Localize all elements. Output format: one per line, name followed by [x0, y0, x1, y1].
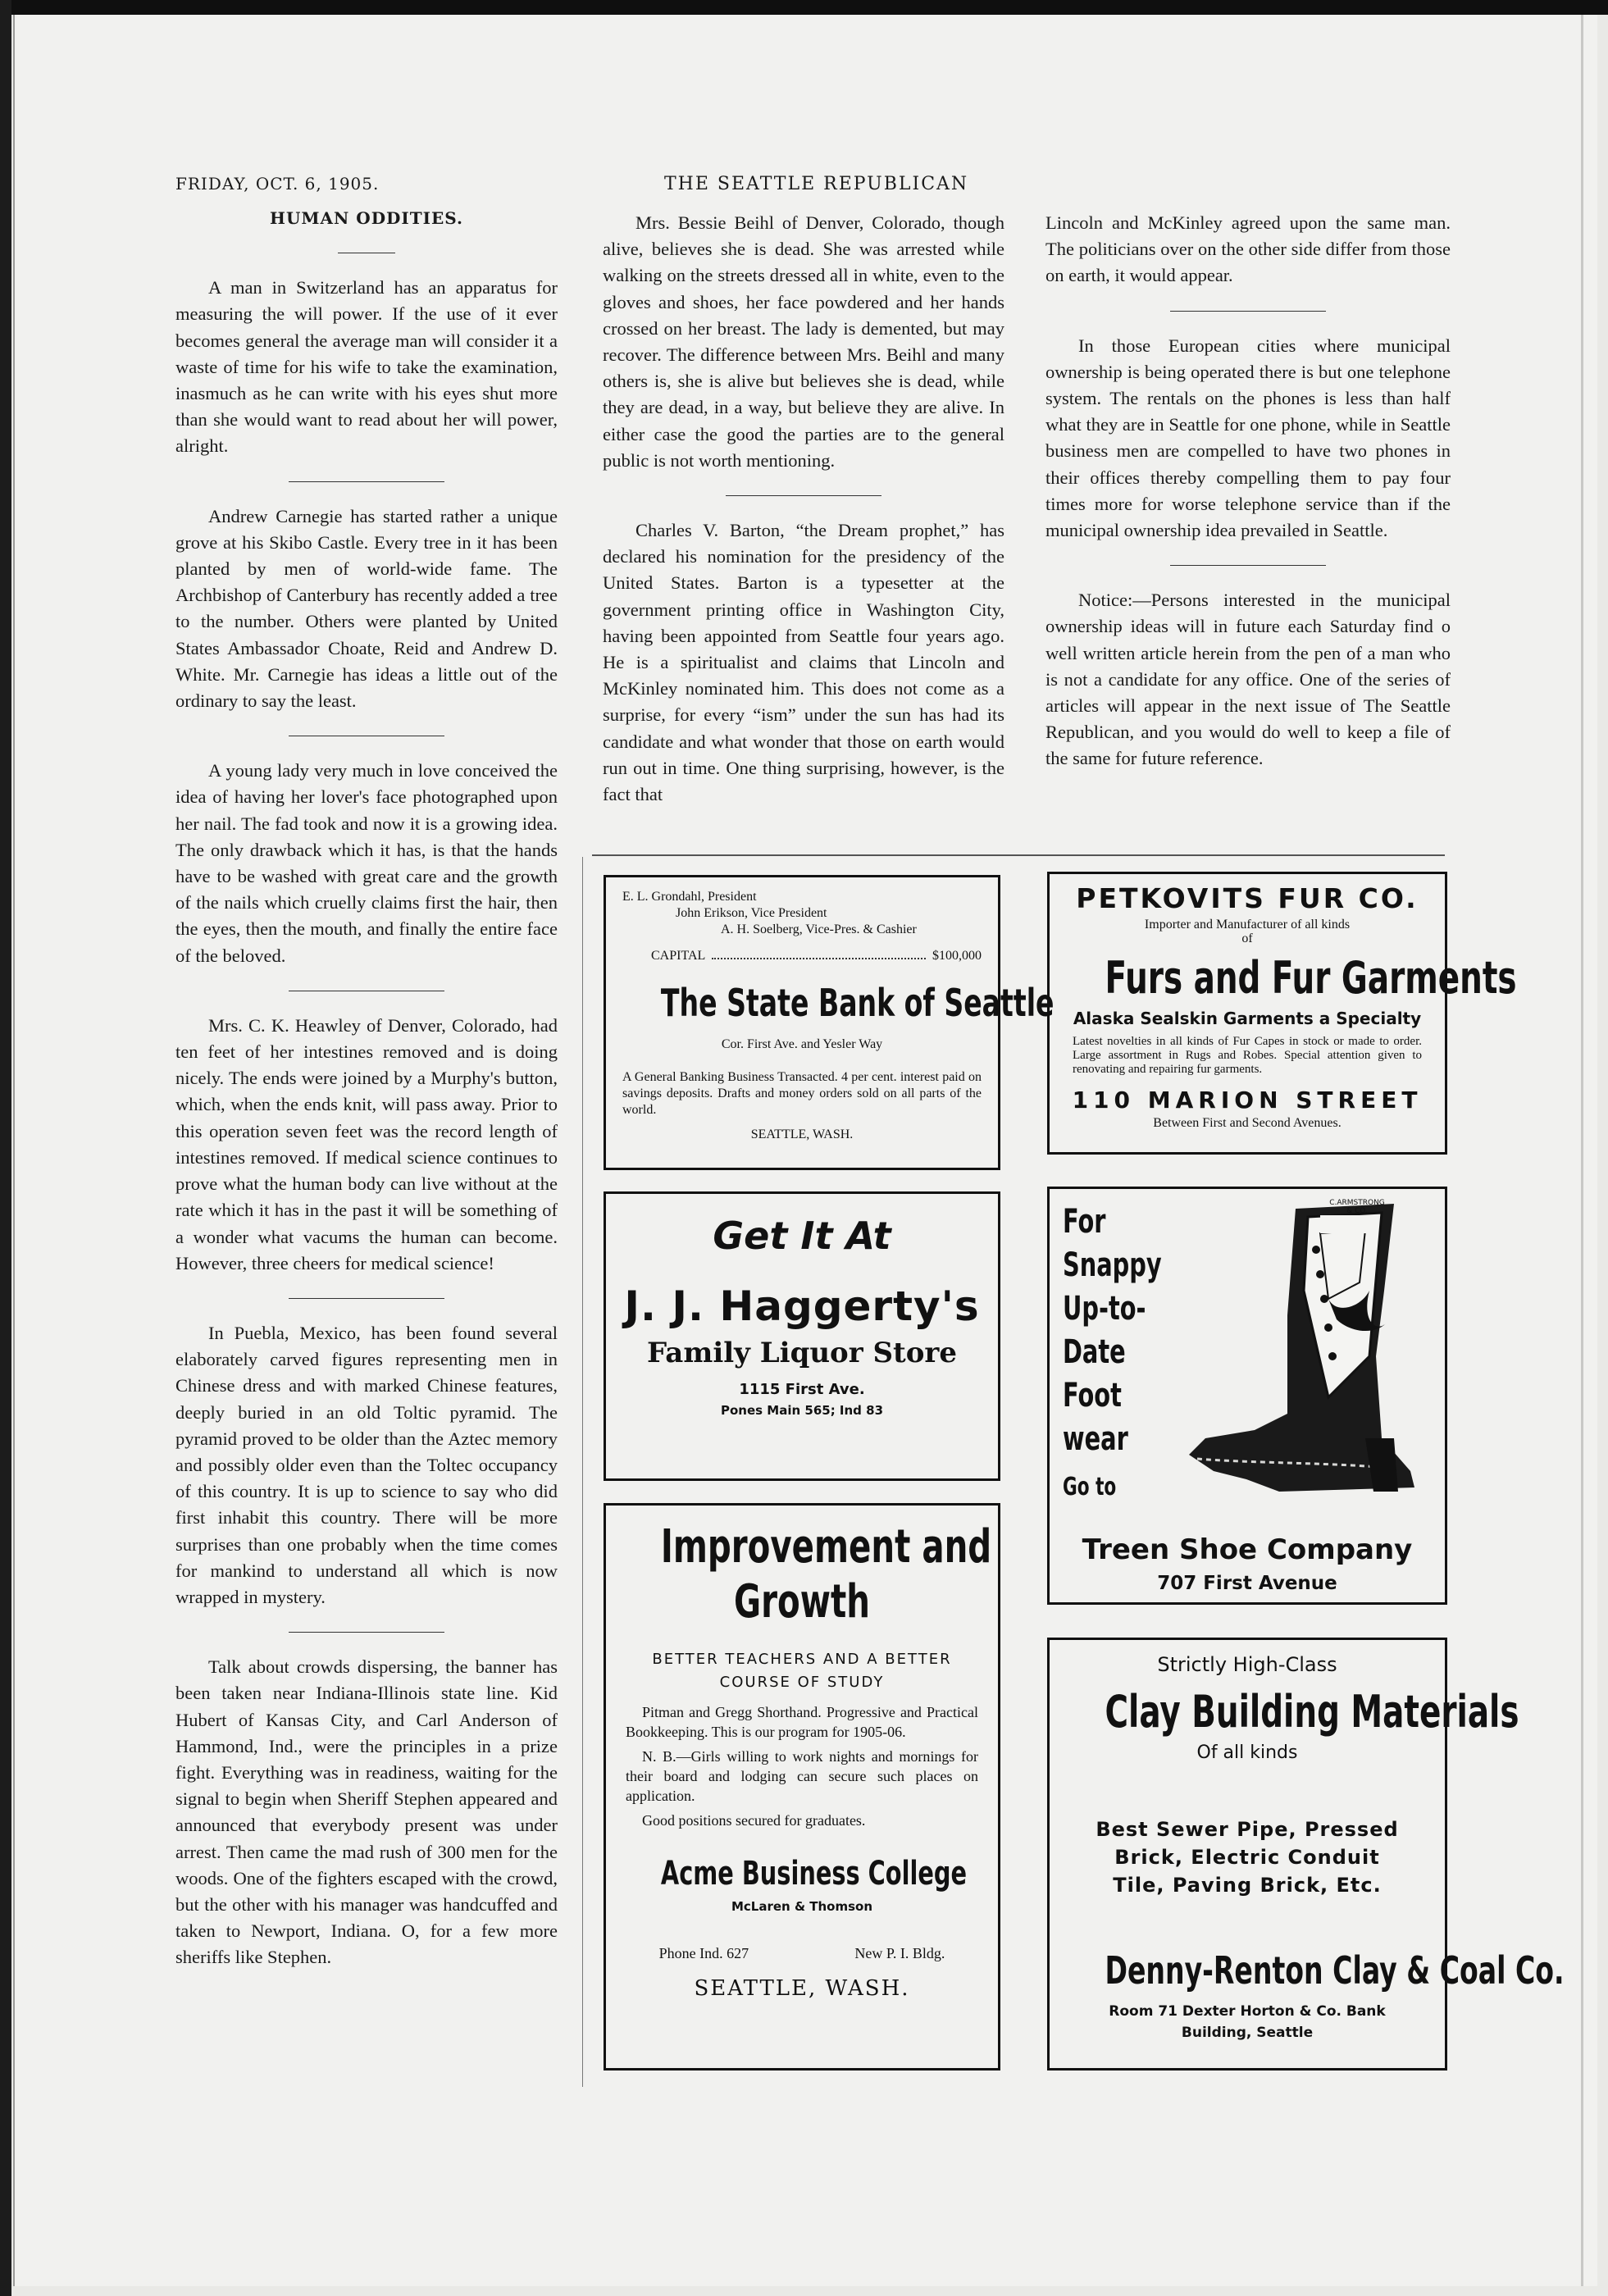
shoe-slogan-word: wear — [1063, 1420, 1128, 1458]
bank-capital-label: CAPITAL — [651, 949, 706, 963]
haggerty-store: Family Liquor Store — [647, 1337, 957, 1369]
acme-headline: Growth — [734, 1575, 870, 1629]
ad-haggerty-liquor — [604, 1191, 1000, 1481]
shoe-slogan-word: Date — [1063, 1333, 1126, 1371]
shoe-company-name: Treen Shoe Company — [1082, 1533, 1413, 1566]
ad-denny-renton-clay — [1047, 1638, 1565, 2070]
ad-treen-shoe — [1047, 1187, 1447, 1605]
column-two — [603, 210, 1004, 808]
column-rule — [582, 857, 583, 2087]
divider-rule — [289, 1632, 444, 1633]
fur-tagline: Importer and Manufacturer of all kinds of — [1144, 918, 1351, 945]
ads-top-rule — [592, 854, 1445, 856]
acme-headline: Improvement and — [660, 1520, 992, 1574]
fur-address: 110 MARION STREET — [1072, 1086, 1423, 1114]
clay-product-line: Brick, Electric Conduit — [1114, 1846, 1380, 1869]
bank-city: SEATTLE, WASH. — [750, 1128, 854, 1141]
boot-illustration-icon — [1164, 1192, 1435, 1520]
ad-acme-business-college — [604, 1503, 1000, 2070]
scan-top-band — [0, 0, 1608, 15]
dot-leader — [712, 948, 926, 959]
acme-phone: Phone Ind. 627 — [658, 1945, 749, 1961]
fur-specialty: Alaska Sealskin Garments a Specialty — [1073, 1009, 1422, 1028]
article-paragraph: Notice:—Persons interested in the municipal ownership ideas will in future each Saturday find o well written article herein from the pen of a man who is not a candidate for any office. One of the series of articles will appear in the next issue of The Seattle Republican, and you would do well to keep a file of the same for future reference. — [1045, 590, 1451, 769]
clay-products — [1050, 1815, 1445, 1899]
acme-city: SEATTLE, WASH. — [694, 1976, 910, 2001]
shoe-slogan-word: For — [1063, 1203, 1106, 1241]
bank-officer: E. L. Grondahl, President — [622, 890, 757, 904]
ad-state-bank — [604, 875, 1055, 1170]
issue-date: FRIDAY, OCT. 6, 1905. — [175, 174, 380, 194]
acme-contact-line — [606, 1945, 998, 1961]
clay-product-line: Tile, Paving Brick, Etc. — [1113, 1874, 1382, 1897]
column-human-oddities — [175, 205, 558, 1971]
page-crease — [1581, 15, 1583, 2286]
acme-subhead: BETTER TEACHERS AND A BETTER COURSE OF STUDY — [652, 1651, 952, 1691]
bank-body: A General Banking Business Transacted. 4 per cent. interest paid on savings deposits. Drafts and money orders sold on all parts of the world. — [622, 1070, 982, 1117]
column-three — [1045, 210, 1451, 772]
masthead-title: THE SEATTLE REPUBLICAN — [664, 174, 969, 194]
bank-officer: A. H. Soelberg, Vice-Pres. & Cashier — [721, 922, 917, 936]
ad-petkovits-fur — [1047, 872, 1517, 1155]
clay-product-line: Best Sewer Pipe, Pressed — [1096, 1818, 1399, 1841]
article-paragraph: In those European cities where municipal ownership is being operated there is but one telephone system. The rentals on the phones is less than half what they are in Seattle for one phone, while in Seattle business men are compelled to have two phones in their offices thereby compelling them to pay four times more for worse telephone service than if the municipal ownership idea prevailed in Seattle. — [1045, 335, 1451, 541]
clay-company-name: Denny-Renton Clay & Coal Co. — [1105, 1948, 1565, 1993]
shoe-maker-label: C.ARMSTRONG & CO. — [1329, 1199, 1385, 1215]
fur-headline: Furs and Fur Garments — [1105, 952, 1517, 1004]
divider-rule — [289, 481, 444, 482]
article-paragraph: Talk about crowds dispersing, the banner has been taken near Indiana-Illinois state line. Kid Hubert of Kansas City, and Carl Anderson of Hammond, Ind., were the principles in a prize fight. Everything was in readiness, waiting for the signal to begin when Sheriff Stephen appeared and announced that everybody present was under arrest. Then came the mad rush of 300 men for the woods. One of the fighters escaped with the crowd, but the other with his manager was handcuffed and taken to Newport, Indiana. O, for a few more sheriffs like Stephen. — [175, 1656, 558, 1968]
clay-strictly: Strictly High-Class — [1157, 1653, 1337, 1676]
fur-between: Between First and Second Avenues. — [1153, 1116, 1342, 1130]
divider-rule — [1170, 311, 1326, 312]
fur-body: Latest novelties in all kinds of Fur Capes in stock or made to order. Large assortment in Rugs and Robes. Special attention given to renovating and repairing fur garments. — [1073, 1035, 1422, 1076]
acme-building: New P. I. Bldg. — [854, 1945, 945, 1961]
shoe-slogan-word: Up-to- — [1063, 1290, 1146, 1328]
article-paragraph: Lincoln and McKinley agreed upon the same man. The politicians over on the other side differ from those on earth, it would appear. — [1045, 212, 1451, 286]
haggerty-address: 1115 First Ave. — [739, 1381, 865, 1398]
article-paragraph: Mrs. Bessie Beihl of Denver, Colorado, though alive, believes she is dead. She was arrested while walking on the streets dressed all in white, even to the gloves and shoes, her face powdered and her hands crossed on her breast. The lady is demented, but may recover. The difference between Mrs. Beihl and many others is, she is alive but believes she is dead, while they are dead, in a way, but believe they are alive. In either case the good the parties are to the general public is not worth mentioning. — [603, 212, 1004, 471]
haggerty-get-it-at: Get It At — [713, 1214, 891, 1258]
article-paragraph: A young lady very much in love conceived the idea of having her lover's face photographed upon her nail. The fad took and now it is a growing idea. The only drawback which it has, is that the hands have to be washed with great care and the growth of the nails which cruelly claims first the hair, then the eyes, then the mouth, and finally the entire face of the beloved. — [175, 760, 558, 966]
shoe-goto: Go to — [1063, 1473, 1117, 1501]
divider-rule — [726, 495, 881, 496]
article-paragraph: Charles V. Barton, “the Dream prophet,” has declared his nomination for the presidency of the United States. Barton is a typesetter at the government printing office in Washington City, having been appointed from Seattle four years ago. He is a spiritualist and claims that Lincoln and McKinley nominated him. This does not come as a surprise, for every “ism” under the sun has had its candidate and what wonder that those on earth would run out in time. One thing surprising, however, is the fact that — [603, 520, 1004, 805]
acme-owners: McLaren & Thomson — [731, 1899, 873, 1914]
shoe-slogan-word: Snappy — [1063, 1246, 1162, 1284]
clay-address: Room 71 Dexter Horton & Co. Bank Building, Seattle — [1109, 2003, 1386, 2041]
clay-kinds: Of all kinds — [1196, 1742, 1298, 1763]
bank-capital-value: $100,000 — [932, 949, 982, 963]
scan-left-edge — [0, 0, 11, 2296]
divider-rule — [1170, 565, 1326, 566]
section-heading: HUMAN ODDITIES. — [270, 208, 463, 228]
article-paragraph: A man in Switzerland has an apparatus for measuring the will power. If the use of it ever becomes general the average man will consider it a waste of time for his wife to take the examination, inasmuch as he can write with his eyes shut more than she would want to read about her will power, alright. — [175, 277, 558, 457]
article-paragraph: Andrew Carnegie has started rather a unique grove at his Skibo Castle. Every tree in it has been planted by men of world-wide fame. The Archbishop of Canterbury has recently added a tree to the number. Others were planted by United States Ambassador Choate, Reid and Andrew D. White. Mr. Carnegie has ideas a little out of the ordinary to say the least. — [175, 505, 558, 712]
haggerty-phones: Pones Main 565; Ind 83 — [720, 1403, 884, 1418]
bank-name: The State Bank of Seattle — [660, 981, 1055, 1025]
divider-rule — [289, 1298, 444, 1299]
acme-paragraph: Good positions secured for graduates. — [642, 1812, 866, 1829]
bank-officer: John Erikson, Vice President — [676, 906, 827, 920]
article-paragraph: Mrs. C. K. Heawley of Denver, Colorado, had ten feet of her intestines removed and is doing nicely. The ends were joined by a Murphy's button, which, when the ends knit, will pass away. Prior to this operation seven feet was the record length of intestines removed. If medical science continues to prove what the human body can live without at the rate which it has in the past it will be something of a wonder what vacums the human can become. However, three cheers for medical science! — [175, 1014, 558, 1273]
bank-capital-line — [606, 948, 998, 964]
clay-headline: Clay Building Materials — [1105, 1686, 1519, 1738]
acme-college-name: Acme Business College — [660, 1855, 968, 1893]
article-paragraph: In Puebla, Mexico, has been found several elaborately carved figures representing men in Chinese dress and with marked Chinese features, deeply buried in an old Toltic pyramid. The pyramid proved to be older than the Aztec memory and possibly older even than the Toltec occupancy of this country. It is up to science to say who did first inhabit this country. There will be more surprises than one probably when the time comes for mankind to understand all which is now wrapped in mystery. — [175, 1322, 558, 1607]
shoe-address: 707 First Avenue — [1157, 1573, 1337, 1594]
acme-paragraph: Pitman and Gregg Shorthand. Progressive and Practical Bookkeeping. This is our program for 1905-06. — [626, 1704, 978, 1740]
haggerty-name: J. J. Haggerty's — [624, 1282, 980, 1330]
shoe-slogan-word: Foot — [1063, 1377, 1122, 1414]
bank-address: Cor. First Ave. and Yesler Way — [721, 1037, 883, 1051]
fur-company-name: PETKOVITS FUR CO. — [1076, 882, 1419, 914]
acme-paragraph: N. B.—Girls willing to work nights and mornings for their board and lodging can secure such places on application. — [626, 1748, 978, 1804]
